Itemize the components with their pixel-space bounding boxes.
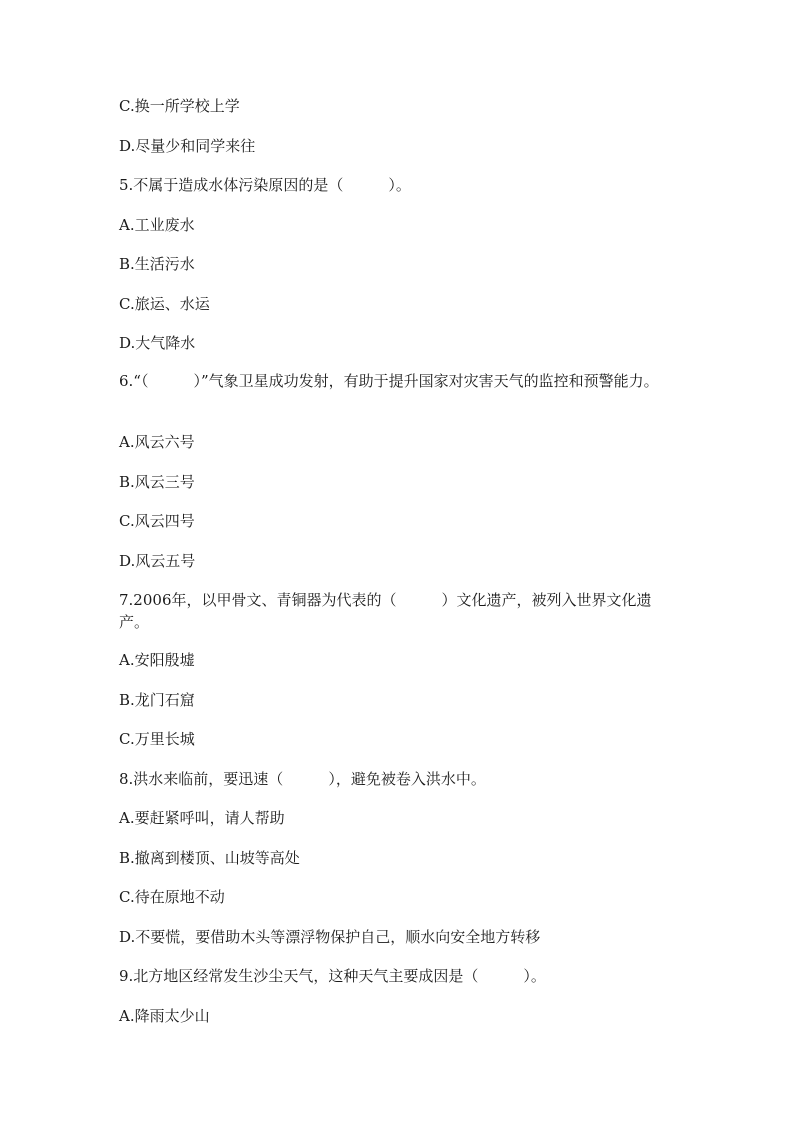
option-d-q5: D.大气降水	[119, 334, 196, 352]
option-a-q9: A.降雨太少山	[119, 1007, 210, 1025]
option-a-q6: A.风云六号	[119, 433, 195, 451]
option-d-q4: D.尽量少和同学来往	[119, 137, 256, 155]
question-8: 8.洪水来临前，要迅速（ ），避免被卷入洪水中。	[119, 770, 486, 788]
option-d-q8: D.不要慌，要借助木头等漂浮物保护自己，顺水向安全地方转移	[119, 928, 541, 946]
option-a-q8: A.要赶紧呼叫，请人帮助	[119, 809, 285, 827]
option-c-q8: C.待在原地不动	[119, 888, 225, 906]
option-a-q5: A.工业废水	[119, 216, 195, 234]
question-6: 6.“（ ）”气象卫星成功发射，有助于提升国家对灾害天气的监控和预警能力。	[119, 372, 659, 390]
option-b-q5: B.生活污水	[119, 255, 195, 273]
option-a-q7: A.安阳殷墟	[119, 651, 195, 669]
question-7: 7.2006年，以甲骨文、青铜器为代表的（ ）文化遗产，被列入世界文化遗产。	[119, 591, 652, 631]
option-c-q7: C.万里长城	[119, 730, 195, 748]
question-9: 9.北方地区经常发生沙尘天气，这种天气主要成因是（ ）。	[119, 967, 546, 985]
question-5: 5.不属于造成水体污染原因的是（ ）。	[119, 176, 411, 194]
option-d-q6: D.风云五号	[119, 552, 196, 570]
option-b-q8: B.撤离到楼顶、山坡等高处	[119, 849, 300, 867]
option-b-q6: B.风云三号	[119, 473, 195, 491]
option-c-q4: C.换一所学校上学	[119, 97, 240, 115]
option-b-q7: B.龙门石窟	[119, 691, 195, 709]
option-c-q6: C.风云四号	[119, 512, 195, 530]
option-c-q5: C.旅运、水运	[119, 295, 210, 313]
